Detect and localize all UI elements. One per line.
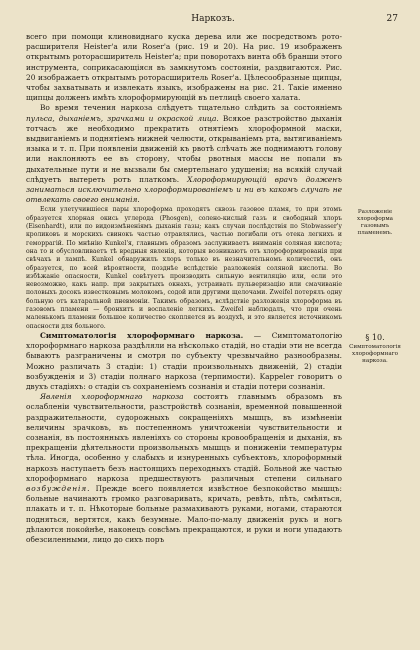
section-note-text: Симптоматологiя хлороформнаго наркоза.	[349, 343, 401, 364]
paragraph-phenomena-end: Прежде всего появляется извѣстное безпокойство мышцъ: больные начинаютъ громко разговаривать, кричать, ревѣть, пѣть, смѣяться, плакать и т. п. Нѣкоторые больные размахиваютъ руками, ногами, стараются подняться, вертятся, какъ безумные. Мало-по-малу движенiя рукъ и ногъ дѣлаются покойнѣе, наконецъ совсѣмъ прекращаются, и руки и ноги упадаютъ обезсиленными, лицо до сихъ поръ	[26, 483, 342, 544]
section-heading-body: — Симптоматологiю хлороформнаго наркоза раздѣляли на нѣсколько стадiй, но стадiи эти не всегда бываютъ разграничены и смотря по субъекту чрезвычайно разнообразны. Можно различать 3 стадiи: 1) стадiи произвольныхъ движенiй, 2) стадiи возбужденiя и 3) стадiи полнаго наркоза (терпимости). Kappeler говоритъ о двухъ стадiяхъ: о стадiи съ сохраненiемъ сознанiя и стадiи потери сознанiя.	[26, 330, 342, 391]
main-text-column	[26, 32, 401, 545]
paragraph-monitoring-emphasis: пульса, дыханiемъ, зрачками и окраской лица.	[26, 113, 219, 123]
paragraph-mouth-gag: всего при помощи клиновиднаго куска дерева или же посредствомъ ротo-расширителя Heister'а или Roser'а (рис. 19 и 20). На рис. 19 изображенъ открытымъ роторасширитель Heister'а; при поворотахъ винта обѣ бранши этого инструмента, соприкасающiяся въ замкнутомъ состоянiи, раздвигаются. Рис. 20 изображаетъ открытымъ роторасширитель Roser'а. Цѣлесообразные щипцы, чтобы захватывать и извлекать языкъ, изображены на рис. 21. Такiе именно щипцы долженъ имѣть хлороформирующiй въ петлицѣ своего халата.	[26, 32, 342, 103]
margin-note-gas-flame: Разложенiе хлороформа газовымъ пламенемъ.	[356, 209, 394, 236]
section-number: § 10.	[365, 332, 385, 342]
margin-note-section	[348, 333, 402, 364]
running-title: Наркозъ.	[191, 14, 235, 24]
section-heading: Симптоматологiя хлороформнаго наркоза.	[40, 330, 244, 340]
paragraph-monitoring-body: Всякое разстройство дыханiя тотчасъ же необходимо прекратить отнятiемъ хлороформной маски, выдвиганiемъ и поднятiемъ нижней челюсти, открыванiемъ рта, вытягиванiемъ языка и т. п. При появленiи движенiй къ рвотѣ слѣчать же поднимаютъ голову или наклоняютъ ее въ сторону, чтобы рвотныя массы не попали въ дыхательные пути и не вызвали бы смертельнаго удушенiя; на всякiй случай слѣдуетъ вытереть ротъ платкомъ.	[26, 113, 342, 184]
paragraph-gas-flame: Если улетучившiеся пары хлороформа проходятъ сквозь газовое пламя, то при этомъ образуется хлорная окись углерода (Phosgen), солено-кислый газъ и свободный хлоръ (Eisenhardt), или по видоизмѣненiямъ дыханiя газы; какъ случаи послѣдствiя по Stobwasser'у кроликовъ и морскихъ свинокъ частью отравлялись, частью погибали отъ отека легкихъ и геморрагiй. По мнѣнiю Kunkel'я, главнымъ образомъ заслуживаетъ вниманiя соляная кислота; она то и обусловливаетъ тѣ вредныя явленiя, которыя возникаютъ отъ хлороформированiя при свѣчахъ и лампѣ. Kunkel обнаружилъ хлоръ только въ незначительномъ количествѣ, онъ образуется, по всей вѣроятности, позднѣе вслѣдствiе разложенiя соляной кислоты. Во избѣжанiе опасности, Kunkel совѣтуетъ производить сильную вентиляцiю или, если это невозможно, какъ напр. при закрытыхъ окнахъ, устраивать пульверизацiю или смачиванiе половыхъ досокъ известковымъ молокомъ, содой или другими щелочами. Zweifel потерялъ одну больную отъ катаральной пневмонiи. Такимъ образомъ, вслѣдствiе разложенiя хлороформа въ газовомъ пламени — бронхитъ и воспаленiе легкихъ. Zweifel наблюдалъ, что при очень маленькомъ пламени большое количество скопляется въ воздухѣ, и это является источникомъ опасности для больного.	[26, 206, 342, 330]
paragraph-phenomena	[26, 392, 342, 545]
paragraph-symptomatology	[26, 331, 342, 392]
paragraph-phenomena-lead: Явленiя хлороформнаго наркоза	[40, 392, 184, 402]
paragraph-monitoring	[26, 103, 342, 205]
page-header	[26, 14, 400, 28]
paragraph-phenomena-emphasis: возбужденiя.	[26, 483, 91, 493]
paragraph-monitoring-lead: Во время течения наркоза слѣдуетъ тщательно слѣдить за состоянiемъ	[40, 103, 342, 113]
page-number: 27	[386, 14, 398, 24]
page-body	[26, 32, 402, 545]
paragraph-phenomena-body: состоятъ главнымъ образомъ въ ослабленiи чувствительности, разстройствѣ сознанiя, временной повышенной раздражительности, судорожныхъ сокращенiяхъ мышцъ, въ измѣненiи величины зрачковъ, въ постепенномъ уничтоженiи чувствительности и сознанiя, въ постоянныхъ явленiяхъ со стороны кровообращенiя и дыханiя, въ прекращенiи дѣятельности произвольныхъ мышцъ и пониженiи температуры тѣла. Иногда, особенно у слабыхъ и изнуренныхъ субъектовъ, хлороформный наркозъ наступаетъ безъ настоящихъ переходныхъ стадiй. Больной же частью хлороформнаго наркоза предшествуютъ различныя степени сильнаго	[26, 392, 342, 483]
paragraph-monitoring-rule: Хлороформирующiй врачъ долженъ заниматься исключительно хлороформированiемъ и ни въ какомъ случаѣ не отвлекать своего вниманiя.	[26, 174, 342, 205]
